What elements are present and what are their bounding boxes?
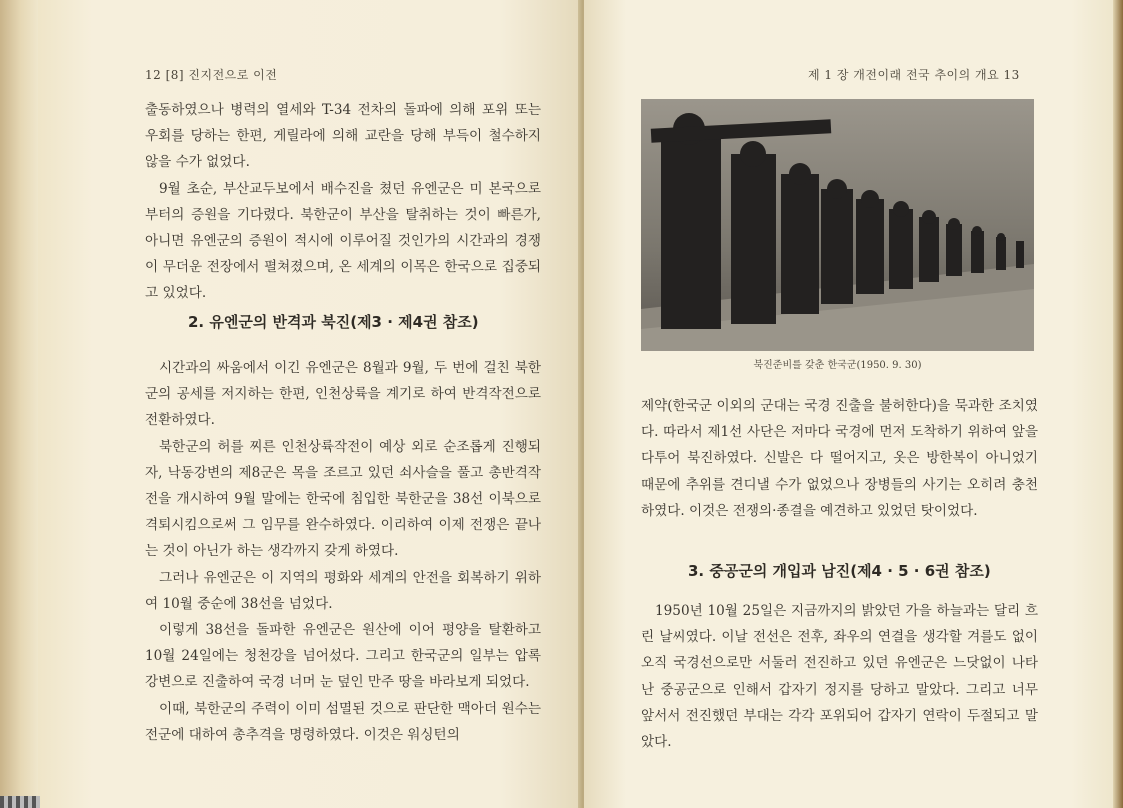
left-text-bottom: [145, 355, 541, 748]
paragraph: 1950년 10월 25일은 지금까지의 밝았던 가을 하늘과는 달리 흐린 날씨였다. 이날 전선은 전후, 좌우의 연결을 생각할 겨를도 없이 오직 국경선으로만 서둘러 전진하고 있던 유엔군은 느닷없이 나타난 중공군으로 인해서 갑자기 정지를 당하고 말았다. 그리고 너무 앞서서 전진했던 부대는 각각 포위되어 갑자기 연락이 두절되고 말았다.: [641, 603, 1038, 751]
paragraph: 그러나 유엔군은 이 지역의 평화와 세계의 안전을 회복하기 위하여 10월 중순에 38선을 넘었다.: [145, 569, 541, 612]
paragraph: 9월 초순, 부산교두보에서 배수진을 쳤던 유엔군은 미 본국으로부터의 증원을 기다렸다. 북한군이 부산을 탈취하는 것이 빠른가, 아니면 유엔군의 증원이 적시에 이루어질 것인가의 시간과의 경쟁이 무더운 전장에서 펼쳐졌으며, 온 세계의 이목은 한국으로 집중되고 있었다.: [145, 180, 541, 302]
paragraph: 북한군의 허를 찌른 인천상륙작전이 예상 외로 순조롭게 진행되자, 낙동강변의 제8군은 목을 조르고 있던 쇠사슬을 풀고 총반격작전을 개시하여 9월 말에는 한국에 침입한 북한군을 38선 이북으로 격퇴시킴으로써 그 임무를 완수하였다. 이리하여 이제 전쟁은 끝나는 것이 아닌가 하는 생각까지 갖게 하였다.: [145, 438, 541, 560]
soldiers-photo-drawing: [641, 99, 1034, 351]
paragraph: 제약(한국군 이외의 군대는 국경 진출을 불허한다)을 묵과한 조치였다. 따라서 제1선 사단은 저마다 국경에 먼저 도착하기 위하여 앞을 다투어 북진하였다. 신발은 다 떨어지고, 옷은 방한복이 아니었기 때문에 추위를 견디낼 수가 없었으나 장병들의 사기는 오히려 충천하였다. 이것은 전쟁의·종결을 예견하고 있었던 탓이었다.: [641, 398, 1038, 519]
paragraph: 출동하였으나 병력의 열세와 T-34 전차의 돌파에 의해 포위 또는 우회를 당하는 한편, 게릴라에 의해 교란을 당해 부득이 철수하지 않을 수가 없었다.: [145, 102, 541, 171]
section-heading-2: 2. 유엔군의 반격과 북진(제3 · 제4권 참조): [188, 313, 479, 331]
paragraph: 시간과의 싸움에서 이긴 유엔군은 8월과 9월, 두 번에 걸친 북한군의 공세를 저지하는 한편, 인천상륙을 계기로 하여 반격작전으로 전환하였다.: [145, 360, 541, 429]
book-edge-left: [0, 0, 38, 808]
soldiers-photo: [641, 99, 1034, 351]
paragraph: 이때, 북한군의 주력이 이미 섬멸된 것으로 판단한 맥아더 원수는 전군에 대하여 총추격을 명령하였다. 이것은 워싱턴의: [145, 700, 541, 743]
scan-corner-mark: [0, 796, 40, 808]
left-running-head: 12 [8] 진지전으로 이전: [145, 68, 278, 82]
photo-caption: 북진준비를 갖춘 한국군(1950. 9. 30): [753, 360, 922, 371]
section-heading-3: 3. 중공군의 개입과 남진(제4 · 5 · 6권 참조): [688, 562, 991, 580]
book-edge-right: [1113, 0, 1123, 808]
left-text-top: [145, 97, 541, 307]
right-text-top: [641, 393, 1038, 524]
right-running-head: 제 1 장 개전이래 전국 추이의 개요 13: [808, 68, 1020, 82]
paragraph: 이렇게 38선을 돌파한 유엔군은 원산에 이어 평양을 탈환하고 10월 24일에는 청천강을 넘어섰다. 그리고 한국군의 일부는 압록강변으로 진출하여 국경 너머 눈 덮인 만주 땅을 바라보게 되었다.: [145, 622, 541, 691]
right-text-bottom: [641, 598, 1038, 755]
